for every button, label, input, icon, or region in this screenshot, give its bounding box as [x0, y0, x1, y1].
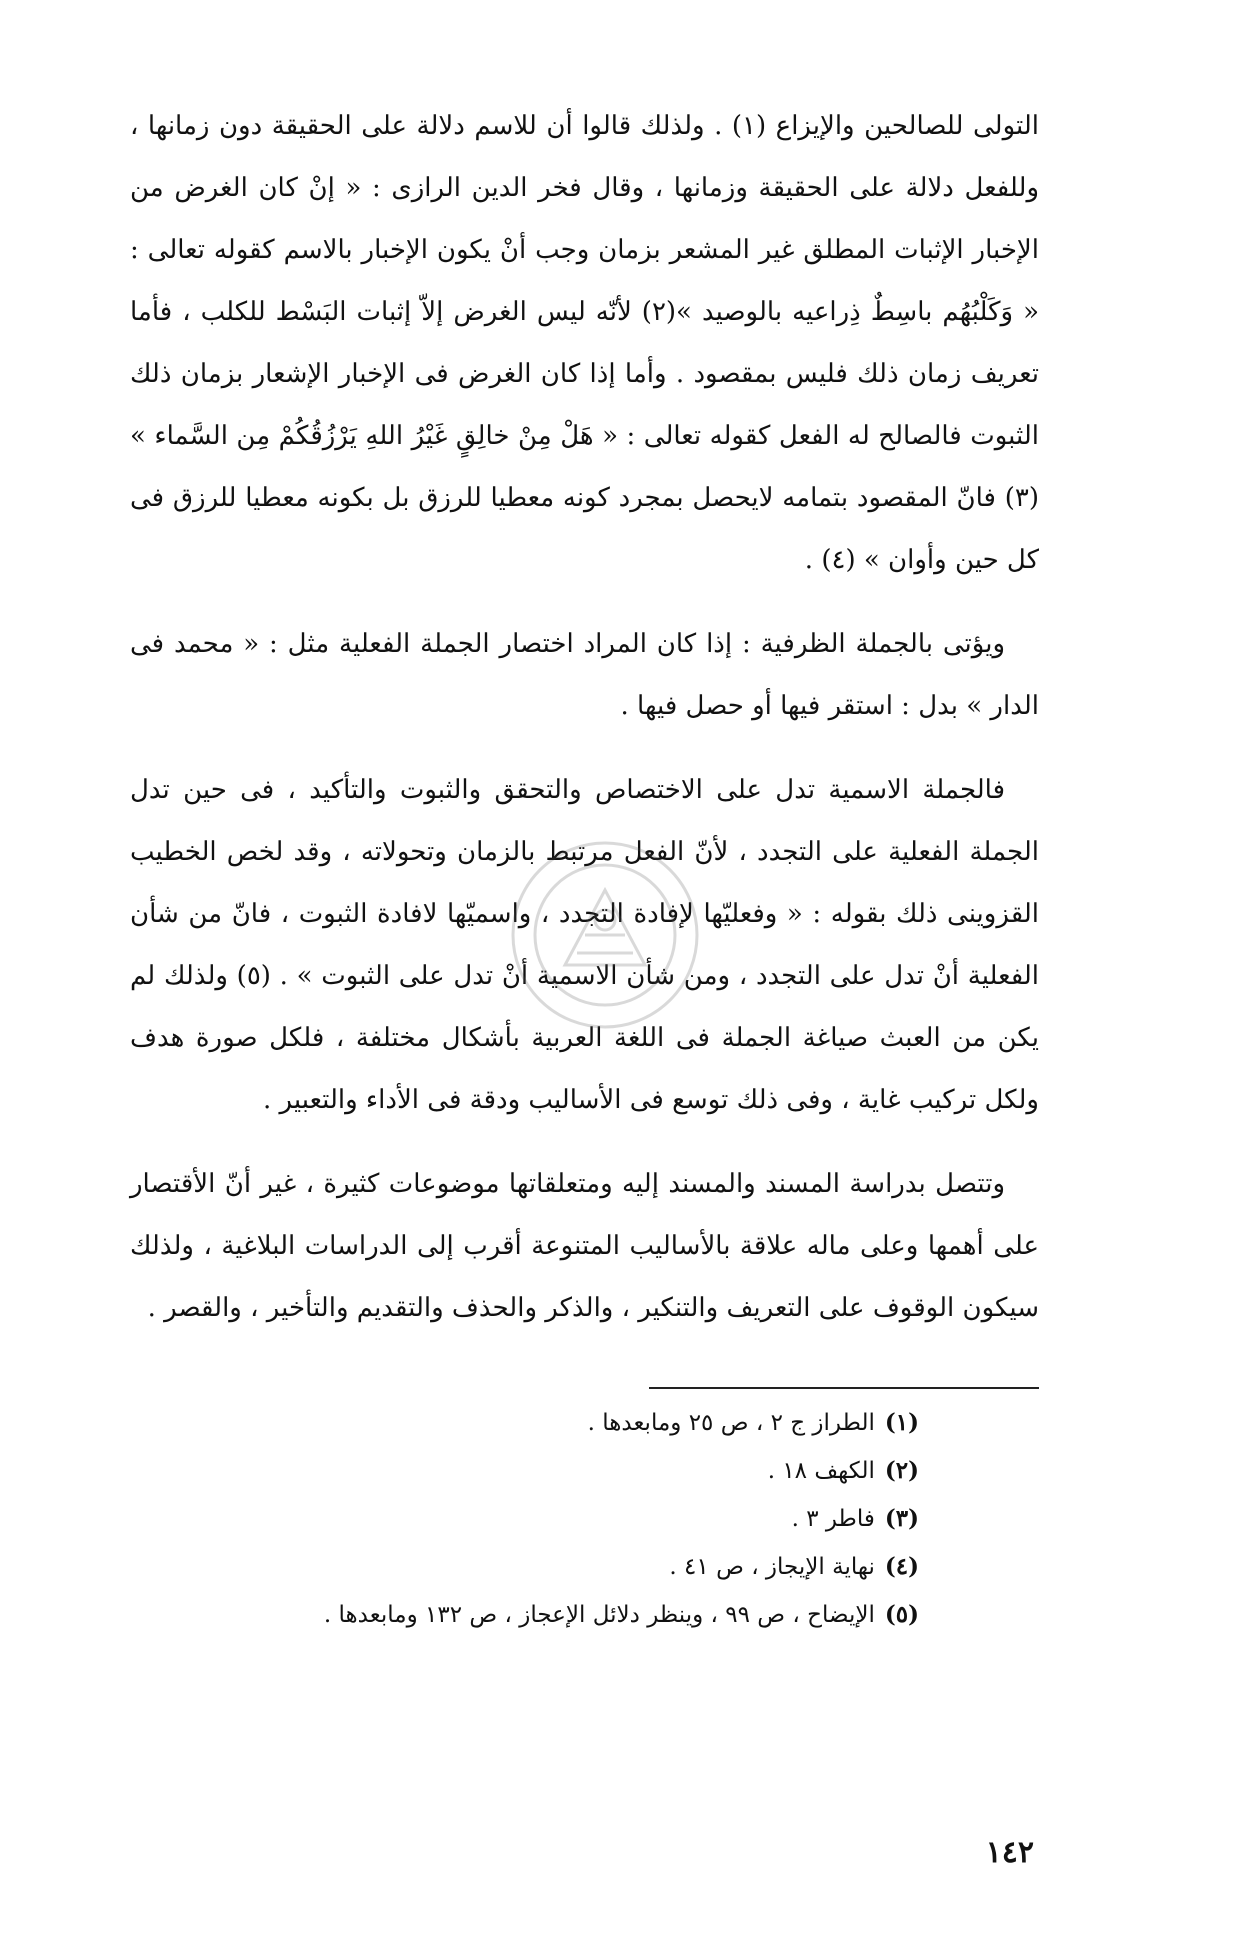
body-paragraph-4: وتتصل بدراسة المسند والمسند إليه ومتعلقاتها موضوعات كثيرة ، غير أنّ الأقتصار على أهمها وعلى ماله علاقة بالأساليب المتنوعة أقرب إلى الدراسات البلاغية ، ولذلك سيكون الوقوف على التعريف والتنكير ، والذكر والحذف والتقديم والتأخير ، والقصر .	[130, 1169, 1039, 1323]
page-number: ١٤٢	[985, 1835, 1034, 1870]
footnote-divider	[649, 1387, 1039, 1389]
footnote-number: (١)	[884, 1409, 919, 1436]
footnote-item	[130, 1447, 1039, 1495]
footnote-number: (٢)	[884, 1457, 919, 1484]
body-paragraph-2: ويؤتى بالجملة الظرفية : إذا كان المراد اختصار الجملة الفعلية مثل : « محمد فى الدار » بدل : استقر فيها أو حصل فيها .	[130, 629, 1039, 721]
footnote-number: (٤)	[884, 1553, 919, 1580]
footnote-number: (٥)	[884, 1601, 919, 1628]
footnote-item	[130, 1495, 1039, 1543]
body-paragraph-1: التولى للصالحين والإيزاع (١) . ولذلك قالوا أن للاسم دلالة على الحقيقة دون زمانها ، وللفعل دلالة على الحقيقة وزمانها ، وقال فخر الدين الرازى : « إنْ كان الغرض من الإخبار الإثبات المطلق غير المشعر بزمان وجب أنْ يكون الإخبار بالاسم كقوله تعالى : « وَكَلْبُهُم باسِطٌ ذِراعيه بالوصيد »(٢) لأنّه ليس الغرض إلاّ إثبات البَسْط للكلب ، فأما تعريف زمان ذلك فليس بمقصود . وأما إذا كان الغرض فى الإخبار الإشعار بزمان ذلك الثبوت فالصالح له الفعل كقوله تعالى : « هَلْ مِنْ خالِقٍ غَيْرُ اللهِ يَرْزُقُكُمْ مِن السَّماء » (٣) فانّ المقصود بتمامه لايحصل بمجرد كونه معطيا للرزق بل بكونه معطيا للرزق فى كل حين وأوان » (٤) .	[130, 111, 1039, 575]
footnote-text: الطراز ج ٢ ، ص ٢٥ ومابعدها .	[587, 1410, 875, 1436]
footnote-item	[130, 1399, 1039, 1447]
footnote-item	[130, 1543, 1039, 1591]
footnote-text: فاطر ٣ .	[791, 1506, 875, 1532]
body-paragraph-3: فالجملة الاسمية تدل على الاختصاص والتحقق والثبوت والتأكيد ، فى حين تدل الجملة الفعلية على التجدد ، لأنّ الفعل مرتبط بالزمان وتحولاته ، وقد لخص الخطيب القزوينى ذلك بقوله : « وفعليّها لإفادة التجدد ، واسميّها لافادة الثبوت ، فانّ من شأن الفعلية أنْ تدل على التجدد ، ومن شأن الاسمية أنْ تدل على الثبوت » . (٥) ولذلك لم يكن من العبث صياغة الجملة فى اللغة العربية بأشكال مختلفة ، فلكل صورة هدف ولكل تركيب غاية ، وفى ذلك توسع فى الأساليب ودقة فى الأداء والتعبير .	[130, 775, 1040, 1115]
footnote-text: الكهف ١٨ .	[767, 1458, 875, 1484]
footnote-text: الإيضاح ، ص ٩٩ ، وينظر دلائل الإعجاز ، ص ١٣٢ ومابعدها .	[323, 1602, 875, 1628]
footnote-item	[130, 1591, 1039, 1639]
footnotes-list	[130, 1399, 1039, 1639]
footnote-number: (٣)	[884, 1505, 919, 1532]
footnote-text: نهاية الإيجاز ، ص ٤١ .	[669, 1554, 875, 1580]
